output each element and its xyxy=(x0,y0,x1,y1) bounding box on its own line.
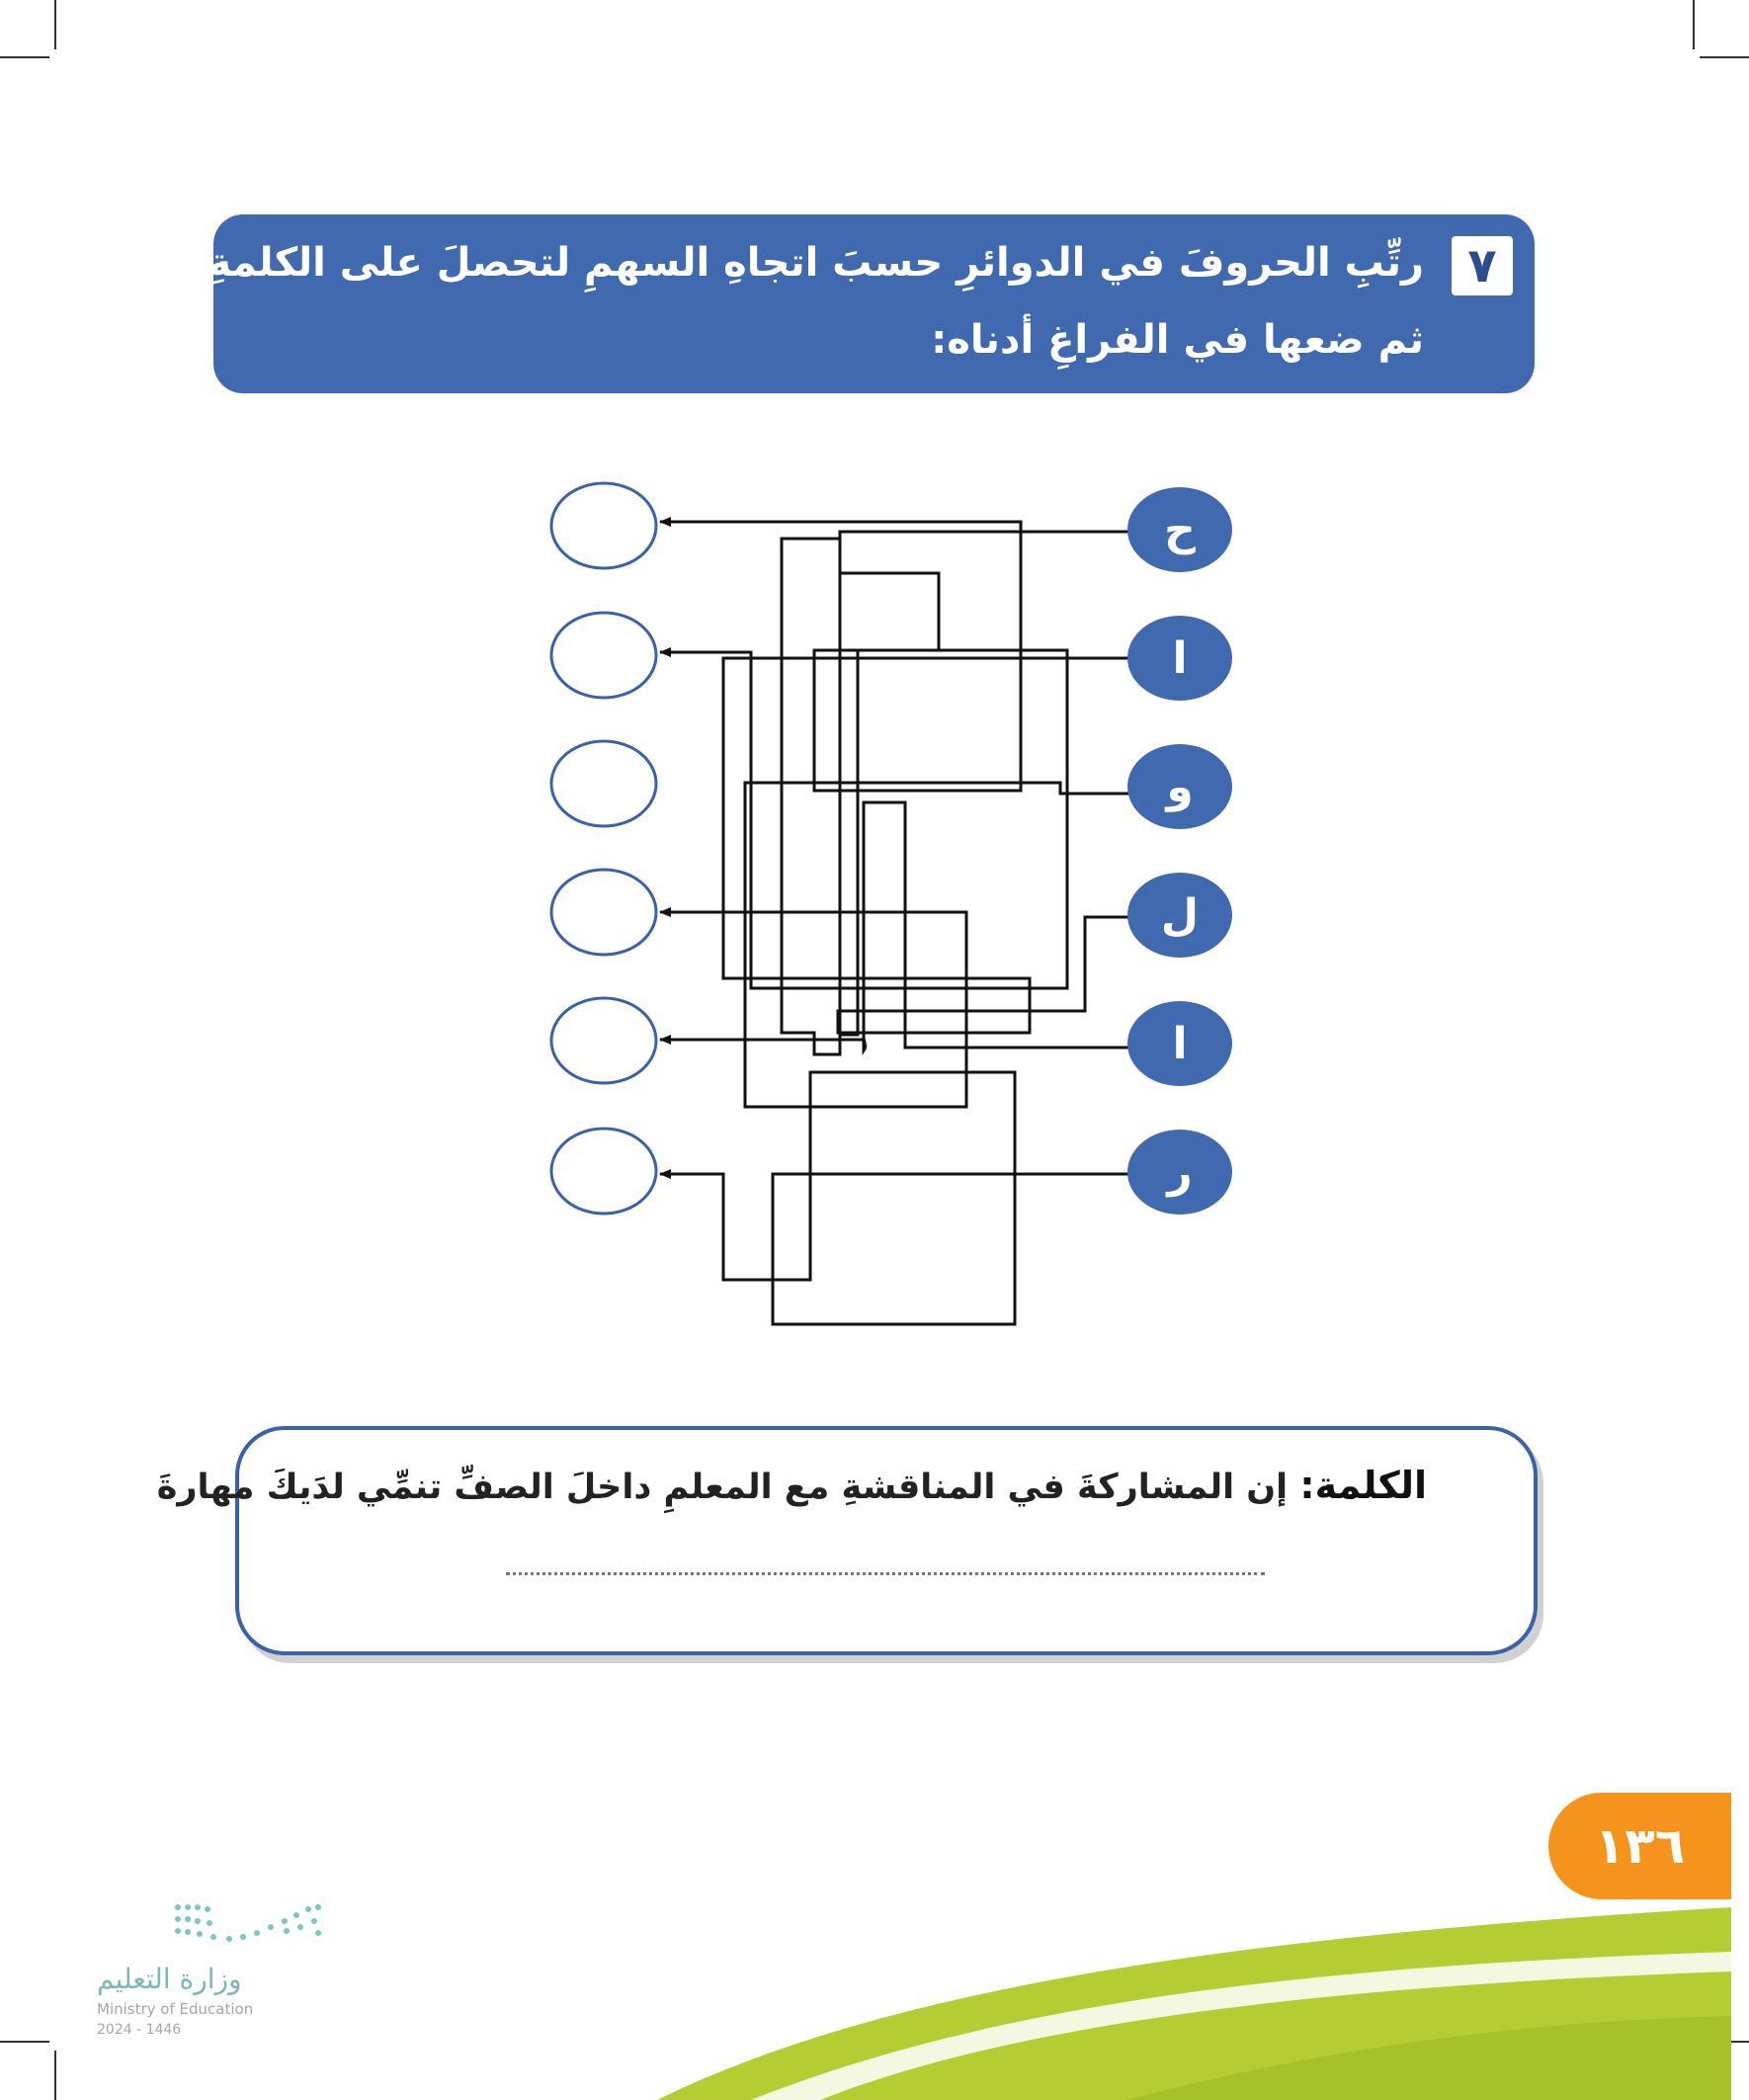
letter-label: ل xyxy=(1160,890,1200,941)
ministry-logo xyxy=(97,1897,354,2046)
letter-label: ر xyxy=(1167,1147,1193,1198)
exercise-number: ٧ xyxy=(1452,236,1513,295)
page-number: ١٣٦ xyxy=(1548,1793,1731,1899)
logo-dots-icon xyxy=(170,1897,328,1957)
letter-label: ح xyxy=(1164,505,1196,555)
instruction-line-1: رتِّبِ الحروفَ في الدوائرِ حسبَ اتجاهِ السهمِ لتحصلَ على الكلمةِ المطلوبةِ، xyxy=(6,240,1424,286)
letter-label: و xyxy=(1166,762,1194,812)
instruction-line-2: ثم ضعها في الفراغِ أدناه: xyxy=(931,317,1424,363)
logo-arabic: وزارة التعليم xyxy=(97,1963,242,1995)
answer-sentence: إن المشاركةَ في المناقشةِ مع المعلمِ داخلَ الصفِّ تنمِّي لدَيكَ مهارةَ xyxy=(156,1468,1289,1507)
answer-label: الكلمة: xyxy=(1299,1464,1427,1507)
letter-label: ا xyxy=(1172,633,1188,684)
logo-year: 2024 - 1446 xyxy=(97,2022,182,2038)
letter-label: ا xyxy=(1172,1019,1188,1069)
logo-english: Ministry of Education xyxy=(97,2000,254,2018)
